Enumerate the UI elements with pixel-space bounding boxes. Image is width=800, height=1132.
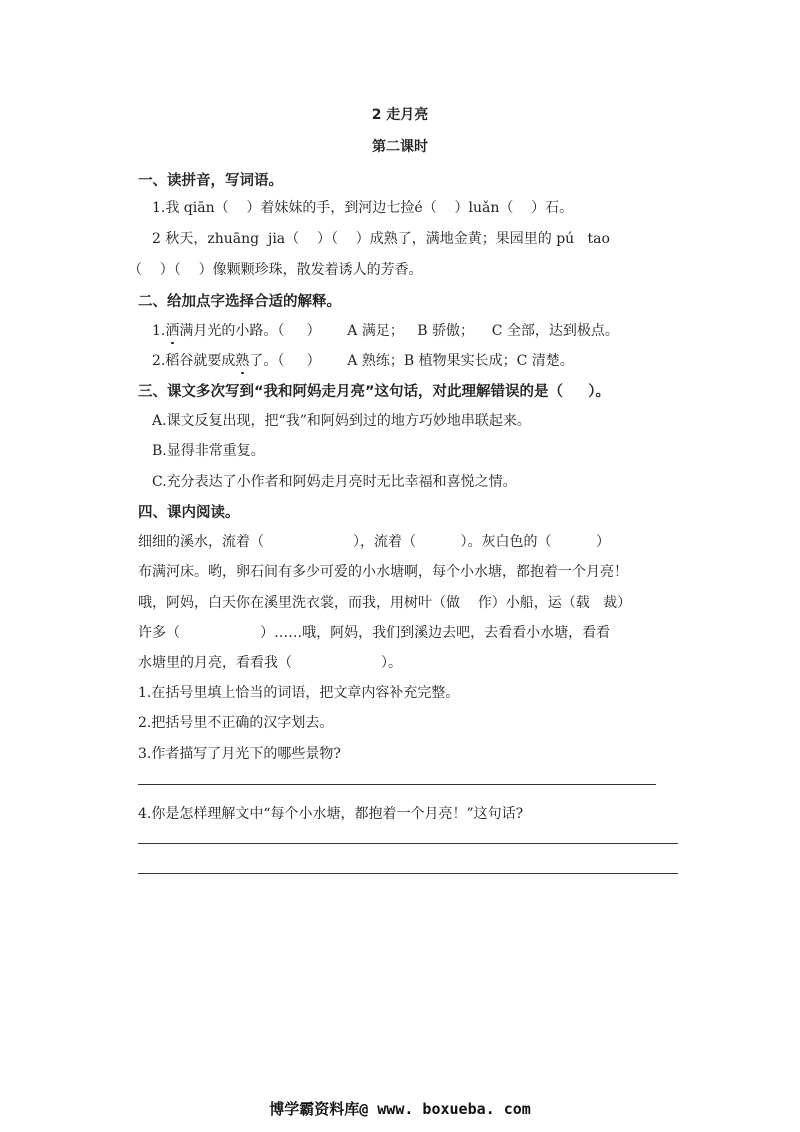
section-1-question-2-line-1: 2 秋天，zhuāng jia（ ）（ ）成熟了，满地金黄；果园里的 pú tao bbox=[152, 231, 610, 247]
section-2-question-1 bbox=[152, 320, 619, 340]
section-2-question-1-text: 满月光的小路。（ ） A 满足； B 骄傲； C 全部，达到极点。 bbox=[179, 323, 619, 339]
reading-paragraph-line-1: 细细的溪水，流着（ ），流着（ ）。灰白色的（ ） bbox=[138, 534, 611, 550]
section-3-option-b: B.显得非常重复。 bbox=[152, 443, 265, 459]
reading-question-1: 1.在括号里填上恰当的词语，把文章内容补充完整。 bbox=[138, 685, 460, 701]
dotted-character: 洒 bbox=[165, 320, 179, 340]
section-1-question-1: 1.我 qiān（ ）着妹妹的手，到河边七捡é（ ）luǎn（ ）石。 bbox=[152, 200, 574, 216]
section-3-option-c: C.充分表达了小作者和阿妈走月亮时无比幸福和喜悦之情。 bbox=[152, 474, 517, 490]
answer-line-question-3[interactable] bbox=[138, 784, 656, 785]
reading-question-3: 3.作者描写了月光下的哪些景物? bbox=[138, 746, 341, 762]
answer-line-question-4-first[interactable] bbox=[138, 843, 678, 844]
reading-paragraph-line-3: 哦，阿妈，白天你在溪里洗衣裳，而我，用树叶（做 作）小船，运（载 裁） bbox=[138, 595, 632, 611]
answer-line-question-4-second[interactable] bbox=[138, 873, 678, 874]
footer-watermark: 博学霸资料库@ www. boxueba. com bbox=[269, 1100, 531, 1118]
section-2-question-2-prefix: 2.稻谷就要成 bbox=[152, 353, 236, 369]
reading-paragraph-line-4: 许多（ ）……哦，阿妈，我们到溪边去吧，去看看小水塘，看看 bbox=[138, 625, 611, 641]
section-3-heading: 三、课文多次写到“我和阿妈走月亮”这句话，对此理解错误的是（ ）。 bbox=[138, 384, 611, 400]
section-2-heading: 二、给加点字选择合适的解释。 bbox=[138, 294, 341, 310]
reading-paragraph-line-5: 水塘里的月亮，看看我（ ）。 bbox=[138, 655, 403, 671]
section-2-question-2-text: 了。（ ） A 熟练；B 植物果实长成；C 清楚。 bbox=[249, 353, 574, 369]
reading-question-4: 4.你是怎样理解文中“每个小水塘，都抱着一个月亮！”这句话? bbox=[138, 806, 524, 822]
section-4-heading: 四、课内阅读。 bbox=[138, 505, 240, 521]
section-3-option-a: A.课文反复出现，把“我”和阿妈到过的地方巧妙地串联起来。 bbox=[152, 413, 531, 429]
section-2-question-2 bbox=[152, 350, 574, 370]
document-title: 2 走月亮 bbox=[371, 107, 429, 123]
reading-paragraph-line-2: 布满河床。哟，卵石间有多少可爱的小水塘啊，每个小水塘，都抱着一个月亮！ bbox=[138, 564, 628, 580]
document-subtitle: 第二课时 bbox=[372, 139, 428, 155]
dotted-character: 熟 bbox=[235, 350, 249, 370]
section-2-question-1-prefix: 1. bbox=[152, 323, 166, 339]
section-1-heading: 一、读拼音，写词语。 bbox=[138, 173, 283, 189]
reading-question-2: 2.把括号里不正确的汉字划去。 bbox=[138, 715, 334, 731]
section-1-question-2-line-2: （ ）（ ）像颗颗珍珠，散发着诱人的芳香。 bbox=[128, 262, 423, 278]
